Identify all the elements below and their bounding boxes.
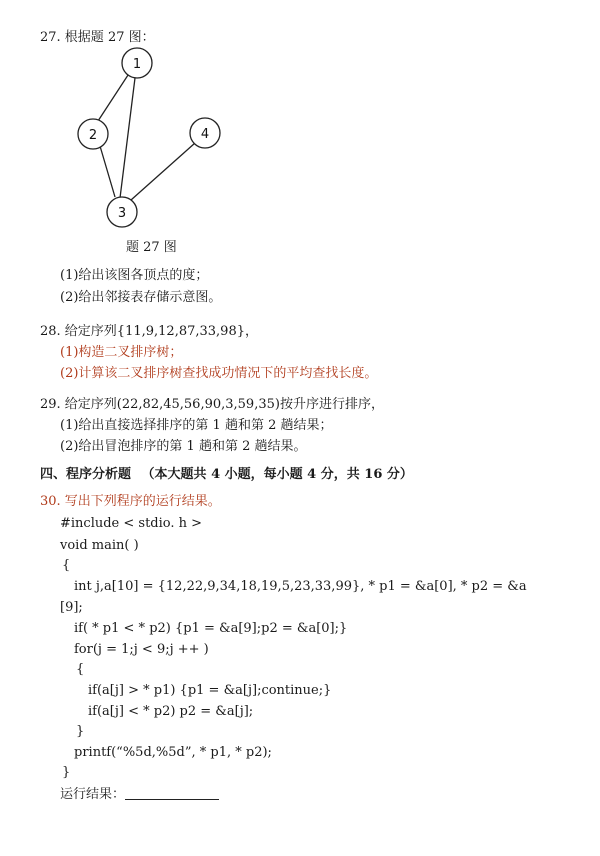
code-line-12: printf(“%5d,%5d”, * p1, * p2); — [74, 745, 272, 760]
code-line-5: [9]; — [60, 600, 83, 615]
code-line-3: { — [62, 558, 71, 573]
code-line-7: for(j = 1;j < 9;j ++ ) — [74, 642, 209, 657]
q30-heading: 30. 写出下列程序的运行结果。 — [40, 494, 221, 509]
q28-item-2: (2)计算该二叉排序树查找成功情况下的平均查找长度。 — [60, 366, 378, 381]
q29-item-1: (1)给出直接选择排序的第 1 趟和第 2 趟结果； — [60, 418, 333, 433]
result-label: 运行结果： — [60, 787, 126, 802]
code-line-11: } — [76, 724, 85, 739]
code-line-4: int j,a[10] = {12,22,9,34,18,19,5,23,33,99}, * p1 = &a[0], * p2 = &a — [74, 579, 527, 594]
figure-caption: 题 27 图 — [126, 240, 177, 255]
edge-2-3 — [100, 146, 115, 197]
code-line-6: if( * p1 < * p2) {p1 = &a[9];p2 = &a[0];} — [74, 621, 348, 636]
q27-item-2: (2)给出邻接表存储示意图。 — [60, 290, 222, 305]
code-line-10: if(a[j] < * p2) p2 = &a[j]; — [88, 704, 254, 719]
node-2-label: 2 — [88, 128, 98, 143]
q29-item-2: (2)给出冒泡排序的第 1 趟和第 2 趟结果。 — [60, 439, 307, 454]
section-4-title — [40, 467, 413, 483]
code-line-13: } — [62, 765, 71, 780]
code-line-2: void main( ) — [60, 538, 139, 553]
edge-1-2 — [98, 72, 130, 121]
section-4-note: （本大题共 4 小题，每小题 4 分，共 16 分） — [141, 467, 413, 482]
q27-heading: 27. 根据题 27 图： — [40, 30, 155, 45]
node-4-label: 4 — [200, 127, 210, 142]
edge-3-4 — [131, 143, 195, 200]
section-4-title-text: 四、程序分析题 — [40, 467, 132, 482]
q28-item-1: (1)构造二叉排序树； — [60, 345, 183, 360]
result-row — [60, 786, 219, 803]
node-1-label: 1 — [132, 57, 142, 72]
q29-heading: 29. 给定序列(22,82,45,56,90,3,59,35)按升序进行排序， — [40, 397, 384, 412]
edge-1-3 — [120, 78, 135, 198]
code-line-1: #include < stdio. h > — [60, 516, 203, 531]
q27-item-1: (1)给出该图各顶点的度； — [60, 268, 209, 283]
node-3-label: 3 — [117, 206, 127, 221]
code-line-9: if(a[j] > * p1) {p1 = &a[j];continue;} — [88, 683, 332, 698]
code-line-8: { — [76, 662, 85, 677]
q28-heading: 28. 给定序列{11,9,12,87,33,98}， — [40, 324, 258, 339]
result-blank — [125, 786, 219, 800]
